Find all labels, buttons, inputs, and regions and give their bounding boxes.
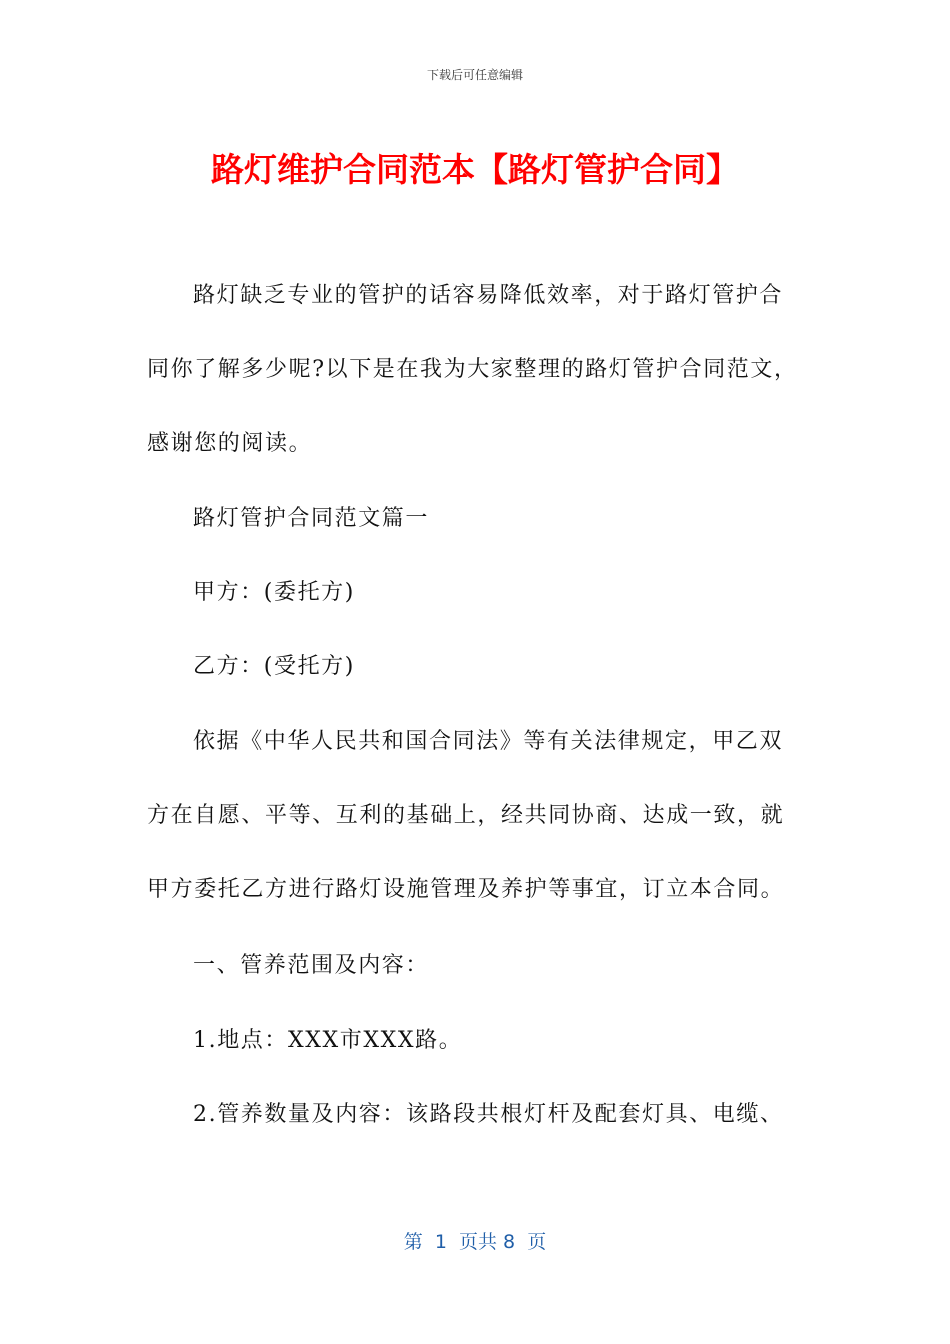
paragraph-line: 感谢您的阅读。	[147, 431, 313, 456]
paragraph-line: 方在自愿、平等、互利的基础上，经共同协商、达成一致，就	[147, 803, 785, 828]
paragraph-line: 依据《中华人民共和国合同法》等有关法律规定，甲乙双	[193, 729, 784, 754]
document-title: 路灯维护合同范本【路灯管护合同】	[211, 150, 739, 189]
section-heading: 路灯管护合同范文篇一	[193, 506, 430, 531]
clause-item: 1.地点：XXX市XXX路。	[193, 1028, 463, 1053]
clause-item: 2.管养数量及内容：该路段共根灯杆及配套灯具、电缆、	[193, 1102, 784, 1127]
party-a-line: 甲方：(委托方)	[193, 580, 355, 605]
party-b-line: 乙方：(受托方)	[193, 654, 355, 679]
page-footer: 第 1 页共 8 页	[403, 1231, 547, 1253]
clause-heading: 一、管养范围及内容：	[193, 953, 430, 978]
header-note: 下载后可任意编辑	[426, 68, 523, 82]
paragraph-line: 同你了解多少呢?以下是在我为大家整理的路灯管护合同范文，	[147, 357, 798, 382]
paragraph-line: 路灯缺乏专业的管护的话容易降低效率，对于路灯管护合	[193, 283, 784, 308]
paragraph-line: 甲方委托乙方进行路灯设施管理及养护等事宜，订立本合同。	[147, 877, 785, 902]
